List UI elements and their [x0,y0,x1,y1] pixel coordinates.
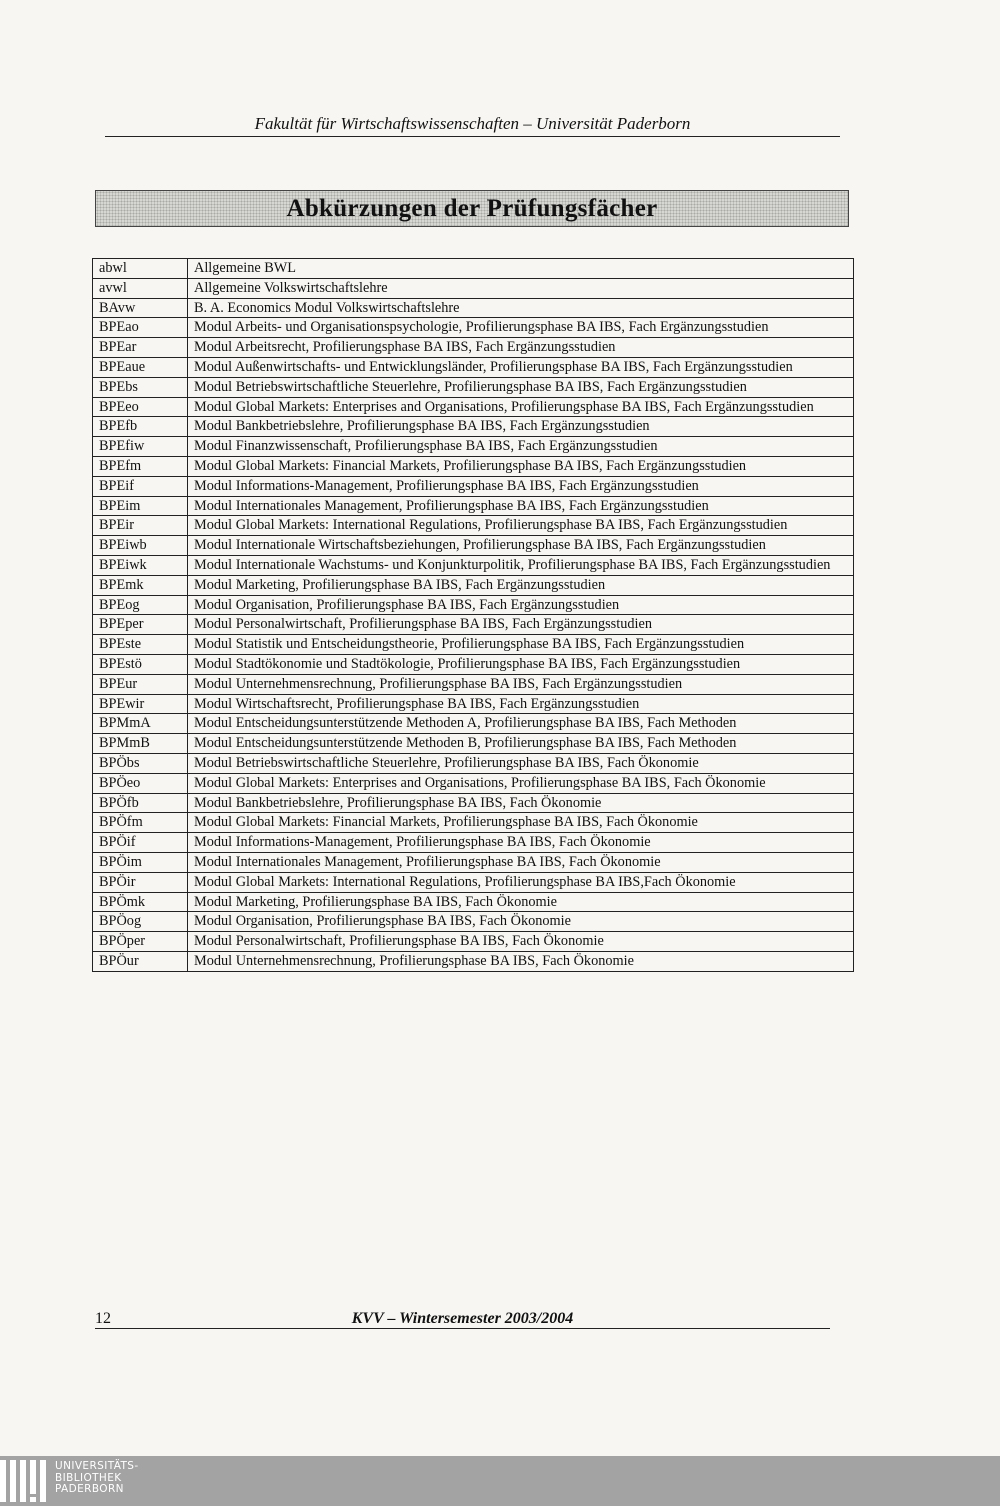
abbreviation-code: BPEper [93,615,188,635]
abbreviation-description: Modul Informations-Management, Profilierungsphase BA IBS, Fach Ergänzungsstudien [188,476,854,496]
abbreviation-code: BPEste [93,635,188,655]
table-row [93,813,854,833]
table-row [93,575,854,595]
abbreviation-description: Modul Stadtökonomie und Stadtökologie, Profilierungsphase BA IBS, Fach Ergänzungsstudien [188,654,854,674]
abbreviation-description: Modul Wirtschaftsrecht, Profilierungsphase BA IBS, Fach Ergänzungsstudien [188,694,854,714]
table-row [93,793,854,813]
abbreviation-description: Modul Internationale Wachstums- und Konjunkturpolitik, Profilierungsphase BA IBS, Fach Ergänzungsstudien [188,555,854,575]
abbreviation-description: Modul Betriebswirtschaftliche Steuerlehre, Profilierungsphase BA IBS, Fach Ergänzungsstudien [188,377,854,397]
abbreviation-table [92,258,854,972]
abbreviation-description: Modul Finanzwissenschaft, Profilierungsphase BA IBS, Fach Ergänzungsstudien [188,437,854,457]
abbreviation-code: BPEiwb [93,536,188,556]
table-row [93,654,854,674]
table-row [93,417,854,437]
abbreviation-description: Modul Außenwirtschafts- und Entwicklungsländer, Profilierungsphase BA IBS, Fach Ergänzungsstudien [188,357,854,377]
abbreviation-description: Modul Global Markets: International Regulations, Profilierungsphase BA IBS, Fach Ergänzungsstudien [188,516,854,536]
abbreviation-description: Modul Entscheidungsunterstützende Methoden A, Profilierungsphase BA IBS, Fach Methoden [188,714,854,734]
abbreviation-code: BPEbs [93,377,188,397]
abbreviation-description: Modul Betriebswirtschaftliche Steuerlehre, Profilierungsphase BA IBS, Fach Ökonomie [188,753,854,773]
abbreviation-code: BAvw [93,298,188,318]
table-row [93,833,854,853]
table-row [93,932,854,952]
table-row [93,912,854,932]
abbreviation-description: Modul Informations-Management, Profilierungsphase BA IBS, Fach Ökonomie [188,833,854,853]
abbreviation-code: BPMmB [93,734,188,754]
section-title: Abkürzungen der Prüfungsfächer [286,194,658,222]
abbreviation-description: Modul Global Markets: Financial Markets, Profilierungsphase BA IBS, Fach Ökonomie [188,813,854,833]
abbreviation-description: Modul Organisation, Profilierungsphase BA IBS, Fach Ökonomie [188,912,854,932]
abbreviation-description: Modul Personalwirtschaft, Profilierungsphase BA IBS, Fach Ökonomie [188,932,854,952]
library-name-line3: PADERBORN [55,1483,124,1495]
abbreviation-description: Modul Personalwirtschaft, Profilierungsphase BA IBS, Fach Ergänzungsstudien [188,615,854,635]
table-row [93,397,854,417]
table-row [93,773,854,793]
abbreviation-description: Modul Unternehmensrechnung, Profilierungsphase BA IBS, Fach Ökonomie [188,951,854,971]
abbreviation-code: BPEif [93,476,188,496]
abbreviation-code: BPEeo [93,397,188,417]
table-row [93,694,854,714]
abbreviation-description: Modul Arbeits- und Organisationspsychologie, Profilierungsphase BA IBS, Fach Ergänzungsstudien [188,318,854,338]
table-row [93,338,854,358]
abbreviation-description: Modul Internationales Management, Profilierungsphase BA IBS, Fach Ergänzungsstudien [188,496,854,516]
abbreviation-code: BPÖfm [93,813,188,833]
table-row [93,555,854,575]
abbreviation-description: B. A. Economics Modul Volkswirtschaftslehre [188,298,854,318]
table-row [93,635,854,655]
table-row [93,714,854,734]
abbreviation-description: Allgemeine Volkswirtschaftslehre [188,278,854,298]
abbreviation-description: Modul Global Markets: Financial Markets, Profilierungsphase BA IBS, Fach Ergänzungsstudien [188,456,854,476]
abbreviation-code: BPÖir [93,872,188,892]
abbreviation-code: BPEaue [93,357,188,377]
table-row [93,595,854,615]
table-row [93,456,854,476]
table-row [93,852,854,872]
abbreviation-description: Modul Bankbetriebslehre, Profilierungsphase BA IBS, Fach Ökonomie [188,793,854,813]
abbreviation-description: Modul Bankbetriebslehre, Profilierungsphase BA IBS, Fach Ergänzungsstudien [188,417,854,437]
abbreviation-code: BPÖur [93,951,188,971]
abbreviation-code: abwl [93,259,188,279]
library-name-line2: BIBLIOTHEK [55,1471,122,1484]
table-row [93,259,854,279]
table-row [93,674,854,694]
table-row [93,437,854,457]
table-row [93,516,854,536]
abbreviation-code: BPÖog [93,912,188,932]
abbreviation-code: BPEiwk [93,555,188,575]
abbreviation-code: BPEfiw [93,437,188,457]
abbreviation-table-body [93,259,854,972]
table-row [93,278,854,298]
abbreviation-code: BPÖeo [93,773,188,793]
abbreviation-code: BPÖper [93,932,188,952]
page-number: 12 [95,1310,111,1327]
table-row [93,536,854,556]
abbreviation-code: BPEur [93,674,188,694]
table-row [93,753,854,773]
abbreviation-description: Modul Arbeitsrecht, Profilierungsphase BA IBS, Fach Ergänzungsstudien [188,338,854,358]
library-watermark-bar [0,1456,1000,1506]
table-row [93,734,854,754]
term-title: KVV – Wintersemester 2003/2004 [351,1310,574,1327]
abbreviation-code: avwl [93,278,188,298]
faculty-title: Fakultät für Wirtschaftswissenschaften – Universität Paderborn [254,114,691,133]
table-row [93,298,854,318]
abbreviation-description: Modul Global Markets: International Regulations, Profilierungsphase BA IBS,Fach Ökonomie [188,872,854,892]
abbreviation-code: BPEfb [93,417,188,437]
abbreviation-description: Modul Marketing, Profilierungsphase BA IBS, Fach Ergänzungsstudien [188,575,854,595]
library-name-line1: UNIVERSITÄTS- [55,1460,139,1472]
abbreviation-code: BPÖif [93,833,188,853]
abbreviation-code: BPÖfb [93,793,188,813]
table-row [93,318,854,338]
abbreviation-description: Modul Internationale Wirtschaftsbeziehungen, Profilierungsphase BA IBS, Fach Ergänzungsstudien [188,536,854,556]
table-row [93,892,854,912]
abbreviation-code: BPÖmk [93,892,188,912]
abbreviation-code: BPEir [93,516,188,536]
abbreviation-description: Allgemeine BWL [188,259,854,279]
table-row [93,496,854,516]
abbreviation-code: BPMmA [93,714,188,734]
abbreviation-code: BPÖbs [93,753,188,773]
abbreviation-description: Modul Internationales Management, Profilierungsphase BA IBS, Fach Ökonomie [188,852,854,872]
table-row [93,357,854,377]
abbreviation-code: BPEmk [93,575,188,595]
abbreviation-code: BPEfm [93,456,188,476]
abbreviation-description: Modul Statistik und Entscheidungstheorie, Profilierungsphase BA IBS, Fach Ergänzungsstudien [188,635,854,655]
table-row [93,615,854,635]
table-row [93,377,854,397]
table-row [93,872,854,892]
abbreviation-description: Modul Unternehmensrechnung, Profilierungsphase BA IBS, Fach Ergänzungsstudien [188,674,854,694]
abbreviation-description: Modul Entscheidungsunterstützende Methoden B, Profilierungsphase BA IBS, Fach Methoden [188,734,854,754]
abbreviation-code: BPEstö [93,654,188,674]
abbreviation-description: Modul Global Markets: Enterprises and Organisations, Profilierungsphase BA IBS, Fach Ergänzungsstudien [188,397,854,417]
library-name [55,1461,139,1496]
abbreviation-code: BPÖim [93,852,188,872]
abbreviation-code: BPEim [93,496,188,516]
table-row [93,951,854,971]
page-footer [95,1310,830,1329]
abbreviation-description: Modul Organisation, Profilierungsphase BA IBS, Fach Ergänzungsstudien [188,595,854,615]
abbreviation-code: BPEao [93,318,188,338]
abbreviation-code: BPEwir [93,694,188,714]
table-row [93,476,854,496]
section-title-band [95,190,849,227]
abbreviation-description: Modul Global Markets: Enterprises and Organisations, Profilierungsphase BA IBS, Fach Ökonomie [188,773,854,793]
running-header [105,114,840,137]
abbreviation-description: Modul Marketing, Profilierungsphase BA IBS, Fach Ökonomie [188,892,854,912]
abbreviation-code: BPEog [93,595,188,615]
abbreviation-code: BPEar [93,338,188,358]
